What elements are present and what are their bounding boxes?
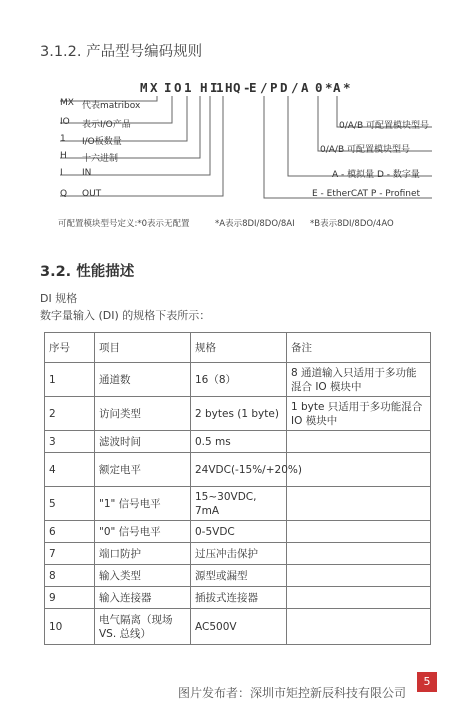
label-config-module-1: 0/A/B 可配置模块型号 [339,121,429,131]
header-remark: 备注 [287,333,431,363]
section-title-coding-rules: 3.1.2. 产品型号编码规则 [40,44,203,60]
cell-spec: 插拔式连接器 [191,587,287,609]
cell-spec: AC500V [191,609,287,645]
cell-remark [287,609,431,645]
code-char: * [325,80,333,95]
cell-remark [287,521,431,543]
di-spec-table [44,332,431,645]
label-h-code: H [60,151,67,161]
cell-index: 6 [45,521,95,543]
label-i-desc: IN [82,168,92,178]
label-1-desc: I/O板数量 [82,137,122,147]
table-row [45,363,431,397]
label-signal-type: A - 模拟量 D - 数字量 [332,170,420,180]
cell-index: 7 [45,543,95,565]
header-spec: 规格 [191,333,287,363]
label-h-desc: 十六进制 [82,154,119,164]
cell-item: 输入连接器 [95,587,191,609]
table-row [45,609,431,645]
table-header-row [45,333,431,363]
cell-remark [287,431,431,453]
cell-index: 8 [45,565,95,587]
code-char: 1 [184,80,192,95]
config-note-a: *A表示8DI/8DO/8AI [215,219,295,229]
code-char: I [164,80,172,95]
label-i-code: I [60,168,63,178]
cell-item: 滤波时间 [95,431,191,453]
code-char: Q [233,80,241,95]
cell-spec: 0-5VDC [191,521,287,543]
code-char: M [140,80,148,95]
cell-item: 额定电平 [95,453,191,487]
cell-index: 3 [45,431,95,453]
code-char: I [210,80,218,95]
table-row [45,521,431,543]
cell-spec: 15~30VDC, 7mA [191,487,287,521]
code-char: 0 [315,80,323,95]
label-io-code: IO [60,117,70,127]
cell-item: 端口防护 [95,543,191,565]
label-mx-desc: 代表matribox [82,101,141,111]
code-char: - [243,80,251,95]
cell-item: "0" 信号电平 [95,521,191,543]
code-char: H [225,80,233,95]
table-row [45,587,431,609]
cell-index: 1 [45,363,95,397]
cell-item: 电气隔离（现场 VS. 总线） [95,609,191,645]
label-1-code: 1 [60,134,66,144]
cell-index: 2 [45,397,95,431]
code-char: / [291,80,299,95]
code-char: O [174,80,182,95]
cell-index: 5 [45,487,95,521]
code-char: A [333,80,341,95]
table-row [45,543,431,565]
table-row [45,487,431,521]
cell-spec: 16（8） [191,363,287,397]
cell-spec: 24VDC(-15%/+20%) [191,453,287,487]
label-q-desc: OUT [82,189,102,199]
label-q-code: Q [60,189,68,199]
cell-spec: 过压冲击保护 [191,543,287,565]
cell-item: 通道数 [95,363,191,397]
cell-remark [287,487,431,521]
cell-spec: 2 bytes (1 byte) [191,397,287,431]
code-char: X [150,80,158,95]
cell-item: 访问类型 [95,397,191,431]
page-number-badge: 5 [417,672,437,692]
header-item: 项目 [95,333,191,363]
table-row [45,397,431,431]
publisher-credit: 图片发布者：深圳市矩控新辰科技有限公司 [178,686,407,700]
cell-remark [287,453,431,487]
code-char: H [200,80,208,95]
cell-item: 输入类型 [95,565,191,587]
code-char: D [280,80,288,95]
code-char: E [249,80,257,95]
cell-index: 4 [45,453,95,487]
cell-remark [287,543,431,565]
cell-item: "1" 信号电平 [95,487,191,521]
config-note-b: *B表示8DI/8DO/4AO [310,219,394,229]
cell-remark [287,587,431,609]
cell-index: 10 [45,609,95,645]
label-bus-type: E - EtherCAT P - Profinet [312,189,421,199]
config-note-0: 可配置模块型号定义:*0表示无配置 [58,219,190,229]
section-title-performance: 3.2. 性能描述 [40,264,135,280]
table-row [45,431,431,453]
header-index: 序号 [45,333,95,363]
cell-index: 9 [45,587,95,609]
code-char: 1 [216,80,224,95]
table-row [45,453,431,487]
cell-remark: 1 byte 只适用于多功能混合 IO 模块中 [287,397,431,431]
code-char: * [343,80,351,95]
label-config-module-2: 0/A/B 可配置模块型号 [320,145,410,155]
code-char: P [270,80,278,95]
cell-spec: 源型或漏型 [191,565,287,587]
label-mx-code: MX [60,98,74,108]
label-io-desc: 表示I/O产品 [82,120,131,130]
cell-spec: 0.5 ms [191,431,287,453]
table-row [45,565,431,587]
cell-remark [287,565,431,587]
di-title: DI 规格 [40,292,78,305]
code-char: A [301,80,309,95]
cell-remark: 8 通道输入只适用于多功能混合 IO 模块中 [287,363,431,397]
code-char: / [260,80,268,95]
di-description: 数字量输入 (DI) 的规格下表所示： [40,309,211,322]
